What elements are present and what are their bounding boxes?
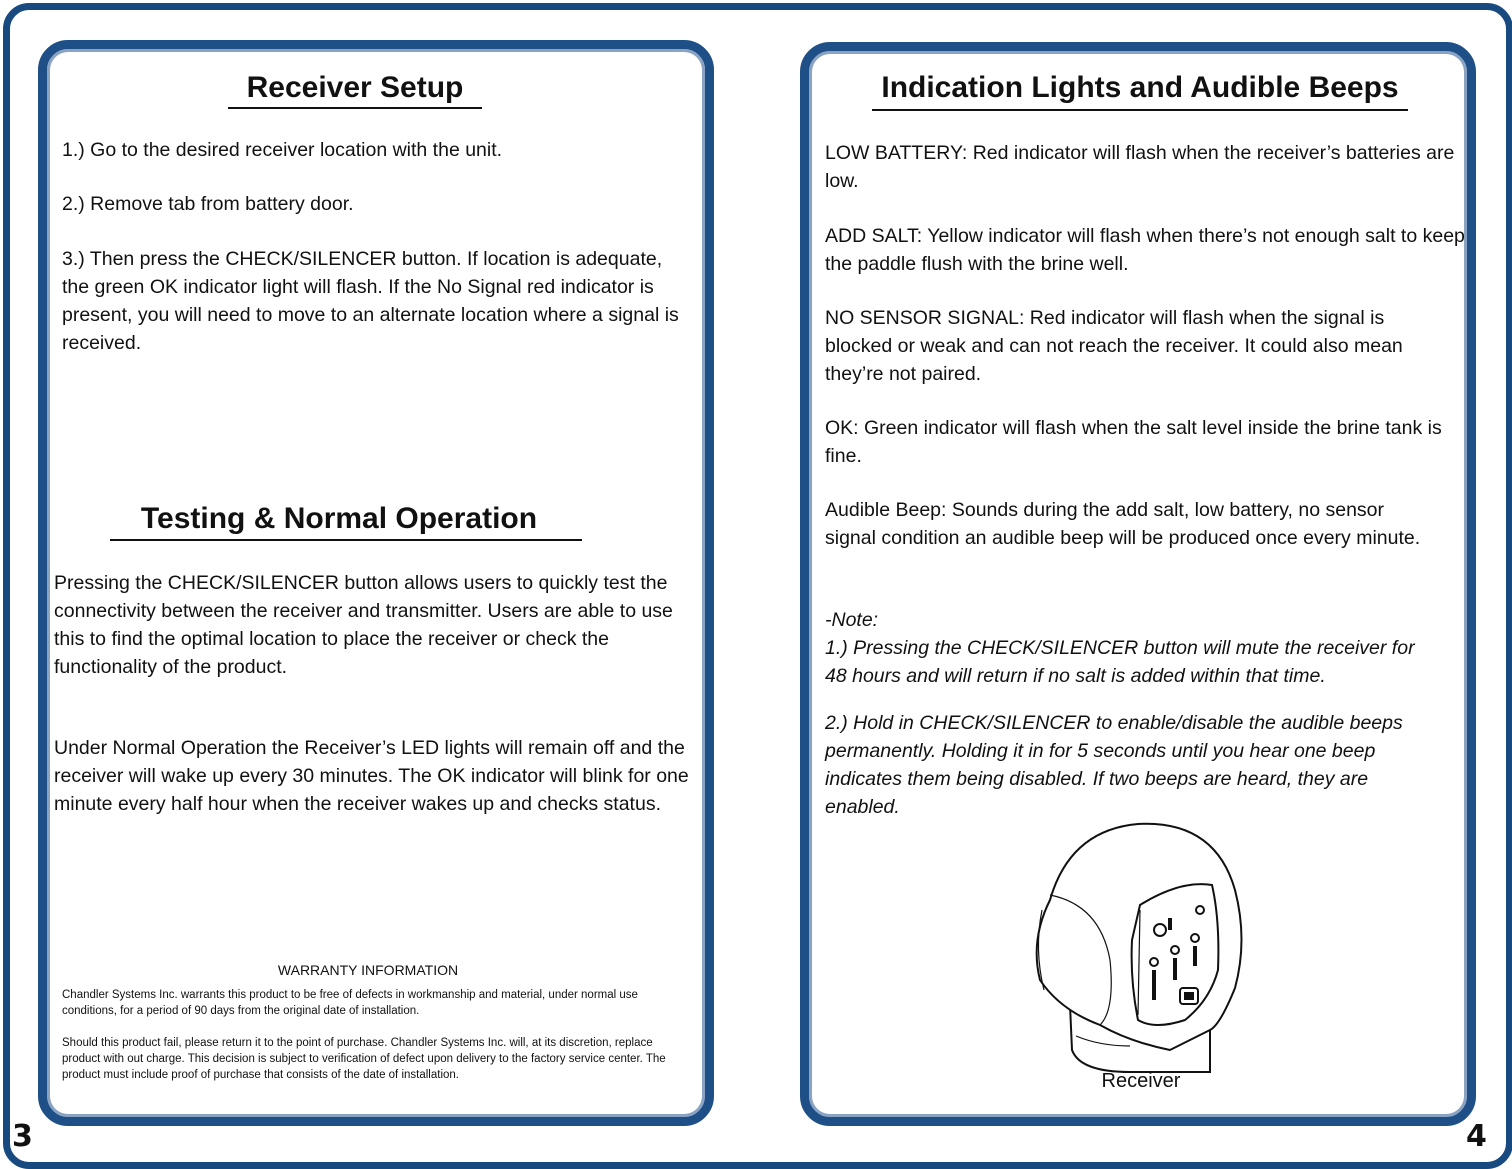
- note-2-text: 2.) Hold in CHECK/SILENCER to enable/disable the audible beeps permanently. Holding it in for 5 seconds until you hear one beep indicates them being disabled. If two beeps are heard, they are enabled.: [825, 712, 1403, 818]
- receiver-illustration: [1020, 810, 1255, 1075]
- testing-underline: [110, 539, 582, 541]
- testing-title: Testing & Normal Operation: [140, 502, 538, 535]
- testing-paragraph-1: Pressing the CHECK/SILENCER button allows users to quickly test the connectivity between the receiver and transmitter. Users are able to use this to find the optimal location to place the receiver or check the functionality of the product.: [54, 572, 673, 678]
- warranty-paragraph-1: Chandler Systems Inc. warrants this product to be free of defects in workmanship and material, under normal use conditions, for a period of 90 days from the original date of installation.: [62, 989, 638, 1017]
- indication-lights-title: Indication Lights and Audible Beeps: [881, 71, 1399, 104]
- no-sensor-signal-text: NO SENSOR SIGNAL: Red indicator will flash when the signal is blocked or weak and can not reach the receiver. It could also mean they’re not paired.: [825, 307, 1403, 385]
- ok-indicator-text: OK: Green indicator will flash when the salt level inside the brine tank is fine.: [825, 417, 1442, 467]
- testing-paragraph-2: Under Normal Operation the Receiver’s LED lights will remain off and the receiver will wake up every 30 minutes. The OK indicator will blink for one minute every half hour when the receiver wakes up and checks status.: [54, 737, 689, 815]
- receiver-setup-title: Receiver Setup: [246, 71, 464, 104]
- setup-step-2: 2.) Remove tab from battery door.: [62, 193, 354, 215]
- note-label: -Note:: [825, 609, 879, 631]
- page-number-left: 3: [12, 1119, 34, 1154]
- note-1-text: 1.) Pressing the CHECK/SILENCER button will mute the receiver for 48 hours and will return if no salt is added within that time.: [825, 637, 1415, 687]
- receiver-caption: Receiver: [1101, 1070, 1181, 1092]
- indication-lights-underline: [872, 109, 1408, 111]
- low-battery-text: LOW BATTERY: Red indicator will flash when the receiver’s batteries are low.: [825, 142, 1455, 192]
- page-number-right: 4: [1466, 1119, 1488, 1154]
- warranty-paragraph-2: Should this product fail, please return it to the point of purchase. Chandler Systems Inc. will, at its discretion, replace product with out charge. This decision is subject to verification of defect upon delivery to the factory service center. The product must include proof of purchase that consists of the date of installation.: [62, 1037, 666, 1081]
- receiver-setup-underline: [228, 107, 482, 109]
- add-salt-text: ADD SALT: Yellow indicator will flash when there’s not enough salt to keep the paddle flush with the brine well.: [825, 225, 1465, 275]
- warranty-heading: WARRANTY INFORMATION: [277, 962, 459, 978]
- setup-step-1: 1.) Go to the desired receiver location with the unit.: [62, 139, 503, 161]
- setup-step-3: 3.) Then press the CHECK/SILENCER button. If location is adequate, the green OK indicator light will flash. If the No Signal red indicator is present, you will need to move to an alternate location where a signal is received.: [62, 248, 679, 354]
- audible-beep-text: Audible Beep: Sounds during the add salt, low battery, no sensor signal condition an audible beep will be produced once every minute.: [825, 499, 1421, 549]
